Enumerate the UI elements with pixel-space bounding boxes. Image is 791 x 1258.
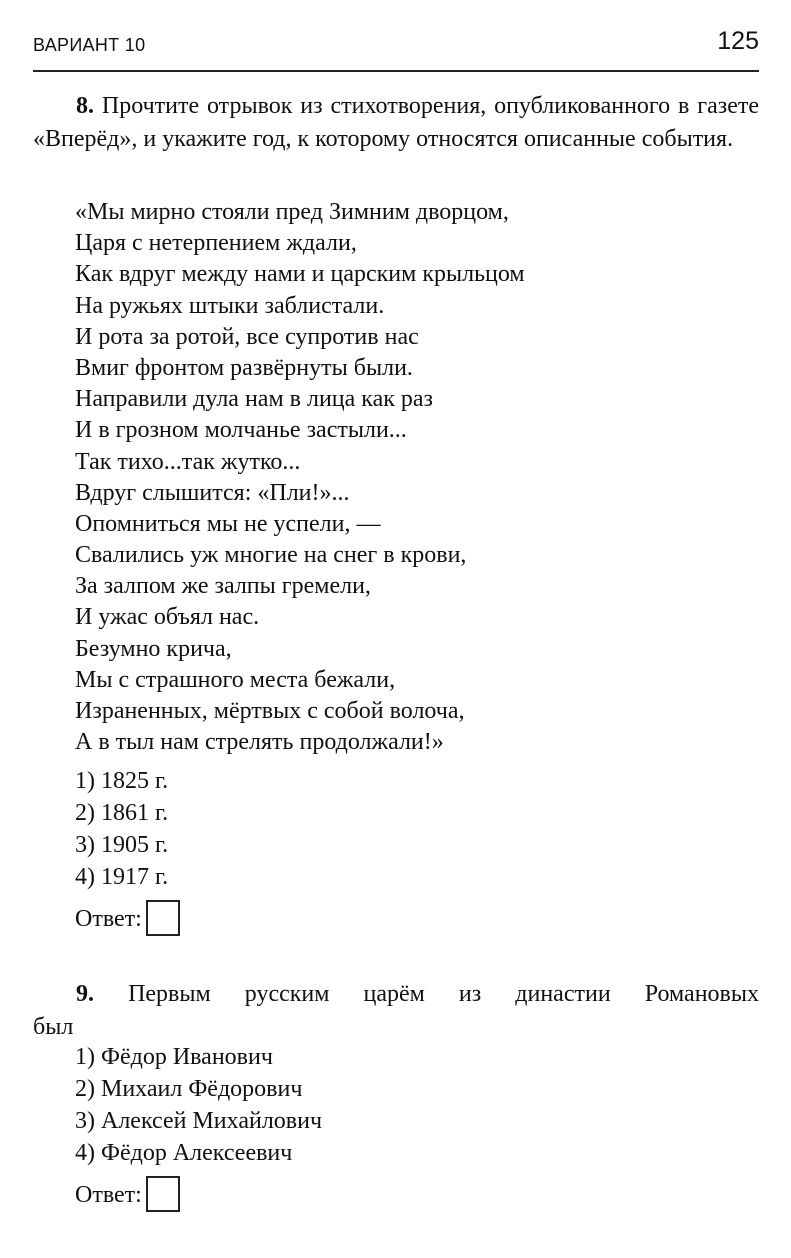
question-9-prompt: Первым русским царём из династии Романовых [128,981,759,1007]
question-9-text [33,978,759,1044]
option-3: 3) Алексей Михайлович [75,1108,323,1134]
poem-line: Вдруг слышится: «Пли!»... [75,479,350,506]
question-8-number: 8. [76,93,94,119]
answer-box[interactable] [146,900,180,936]
page-number: 125 [717,27,759,55]
question-8-options [75,765,168,893]
poem-line: На ружьях штыки заблистали. [75,292,385,319]
question-8-prompt: Прочтите отрывок из стихотворения, опубликованного в газете «Вперёд», и укажите год, к которому относятся описанные события. [33,93,760,152]
poem-line: И рота за ротой, все супротив нас [75,323,419,350]
poem-line: Как вдруг между нами и царским крыльцом [75,261,525,288]
option-4: 4) Фёдор Алексеевич [75,1140,293,1166]
question-9-prompt-end: был [33,1014,74,1040]
poem-line: А в тыл нам стрелять продолжали!» [75,729,444,756]
poem-line: Царя с нетерпением ждали, [75,230,357,257]
poem-line: «Мы мирно стояли пред Зимним дворцом, [75,199,509,225]
poem-line: И в грозном молчанье застыли... [75,417,407,444]
poem-line: Мы с страшного места бежали, [75,666,396,693]
answer-label: Ответ: [75,1182,142,1208]
option-2: 2) Михаил Фёдорович [75,1076,303,1102]
question-9-number: 9. [76,981,94,1007]
poem-line: Безумно крича, [75,635,232,662]
page-header [33,22,759,72]
poem-line: Вмиг фронтом развёрнуты были. [75,354,413,381]
variant-title: ВАРИАНТ 10 [33,35,146,55]
question-9-line-1 [33,978,759,1011]
question-9-answer [75,1177,180,1213]
question-9-options [75,1041,322,1169]
option-4: 4) 1917 г. [75,864,169,890]
poem-excerpt [75,197,755,758]
option-1: 1) Фёдор Иванович [75,1044,273,1070]
answer-box[interactable] [146,1176,180,1212]
question-8-answer [75,901,180,937]
option-1: 1) 1825 г. [75,768,169,794]
option-2: 2) 1861 г. [75,800,169,826]
poem-line: Опомниться мы не успели, — [75,510,381,537]
poem-line: И ужас объял нас. [75,604,260,631]
option-3: 3) 1905 г. [75,832,169,858]
poem-line: Так тихо...так жутко... [75,448,301,475]
poem-line: Свалились уж многие на снег в крови, [75,542,467,569]
poem-line: Направили дула нам в лица как раз [75,386,434,413]
poem-line: За залпом же залпы гремели, [75,573,371,600]
answer-label: Ответ: [75,906,142,932]
question-8-text [33,90,759,156]
poem-line: Израненных, мёртвых с собой волоча, [75,698,465,724]
